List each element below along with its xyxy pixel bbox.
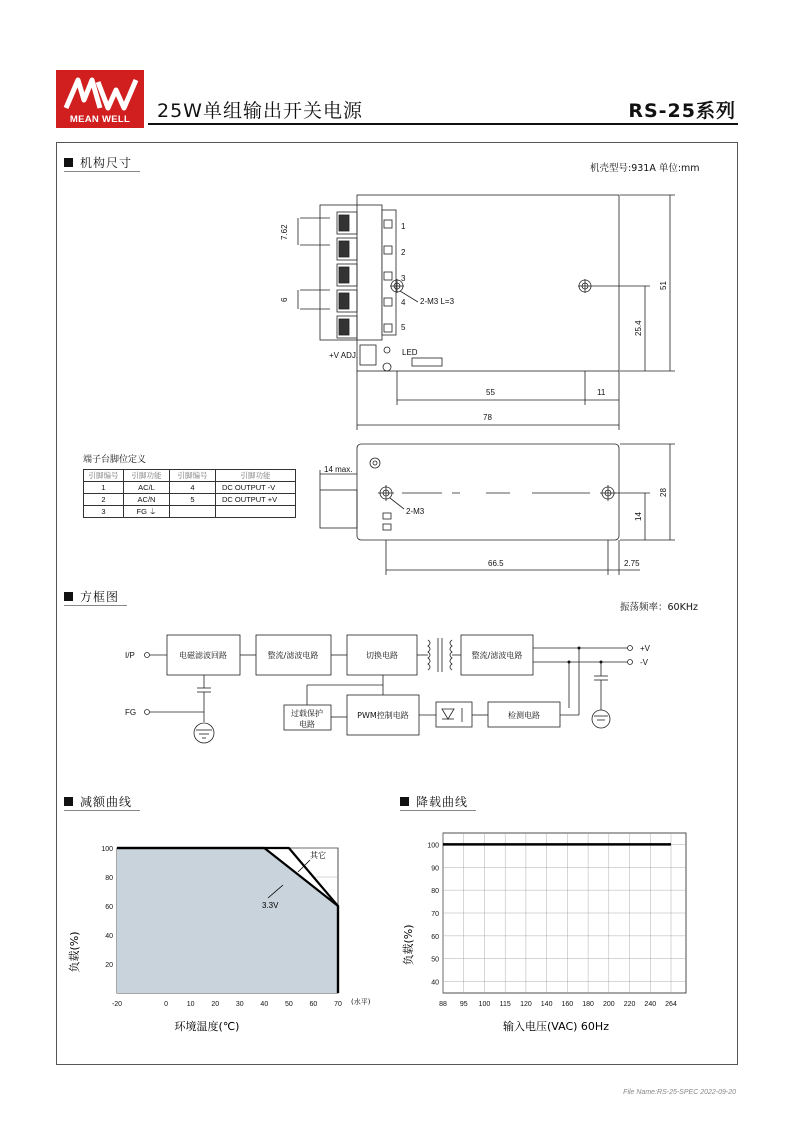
- pin-header-cell: 引脚编号: [84, 470, 124, 482]
- led-label: LED: [402, 348, 418, 357]
- static-x-tick: 180: [582, 1001, 594, 1008]
- static-y-tick: 70: [431, 911, 439, 918]
- terminal-num-3: 3: [401, 274, 406, 283]
- derating-label-33: 3.3V: [262, 901, 279, 910]
- derating-y-tick: 40: [105, 933, 113, 940]
- pin-cell: 1: [84, 482, 124, 494]
- derating-y-tick: 60: [105, 904, 113, 911]
- label-ip: I/P: [125, 651, 135, 660]
- pin-cell: 2: [84, 494, 124, 506]
- dim-28: 28: [659, 488, 668, 497]
- derating-x-tick: -20: [111, 1001, 123, 1008]
- pin-cell: DC OUTPUT -V: [216, 482, 296, 494]
- footer-filename: File Name:RS-25-SPEC 2022-09-20: [623, 1089, 736, 1096]
- derating-label-other: 其它: [310, 851, 326, 860]
- dim-6: 6: [280, 297, 289, 302]
- section-static-title: 降载曲线: [400, 793, 476, 811]
- label-vplus: +V: [640, 644, 651, 653]
- pin-cell: 5: [170, 494, 216, 506]
- static-x-tick: 220: [623, 1001, 636, 1008]
- dim-2-75: 2.75: [624, 559, 640, 568]
- document-title: 25W单组输出开关电源: [157, 100, 363, 122]
- derating-x-tick: 40: [260, 1001, 269, 1008]
- static-x-tick: 140: [540, 1001, 553, 1008]
- section-block-diagram-title: 方框图: [64, 588, 127, 606]
- derating-x-tick: 50: [284, 1001, 293, 1008]
- label-rectifier: 整流/滤波电路: [267, 651, 319, 660]
- derating-x-tick: 30: [235, 1001, 244, 1008]
- pin-cell: AC/N: [124, 494, 170, 506]
- derating-x-tick: 60: [309, 1001, 318, 1008]
- vadj-label: +V ADJ.: [329, 351, 359, 360]
- freq-note: 振荡频率：60KHz: [620, 602, 698, 613]
- static-y-tick: 50: [431, 956, 439, 964]
- dim-51: 51: [659, 281, 668, 290]
- pin-cell: 4: [170, 482, 216, 494]
- static-x-tick: 240: [644, 1001, 657, 1008]
- derating-x-tick: 20: [211, 1001, 220, 1008]
- static-x-tick: 160: [561, 1001, 574, 1008]
- pin-header-cell: 引脚编号: [170, 470, 216, 482]
- label-switching: 切换电路: [366, 651, 398, 660]
- static-x-tick: 120: [520, 1001, 532, 1008]
- static-y-tick: 40: [431, 979, 439, 987]
- label-ovp-1: 过载保护: [291, 709, 323, 718]
- pin-cell: FG ⏚: [124, 506, 170, 518]
- screw-label-side: 2-M3: [406, 507, 425, 516]
- pin-cell: AC/L: [124, 482, 170, 494]
- dim-66-5: 66.5: [488, 559, 504, 568]
- derating-y-tick: 100: [101, 846, 113, 853]
- label-ovp-2: 电路: [299, 720, 315, 729]
- dim-25-4: 25.4: [634, 320, 643, 336]
- pin-cell: DC OUTPUT +V: [216, 494, 296, 506]
- section-derating-title: 减额曲线: [64, 793, 140, 811]
- label-vminus: -V: [640, 658, 648, 667]
- derating-xlabel: 环境温度(℃): [174, 1020, 240, 1033]
- terminal-num-2: 2: [401, 248, 406, 257]
- derating-x-tick: 10: [186, 1001, 195, 1008]
- static-x-tick: 95: [459, 1001, 468, 1008]
- label-fg: FG: [125, 708, 137, 717]
- dim-14: 14: [634, 512, 643, 521]
- static-x-tick: 115: [499, 1001, 511, 1008]
- label-detect: 检测电路: [508, 711, 540, 720]
- static-x-tick: 200: [602, 1001, 615, 1008]
- static-y-tick: 90: [431, 865, 439, 873]
- derating-ylabel: 负载(%): [68, 931, 81, 973]
- pin-header-cell: 引脚功能: [216, 470, 296, 482]
- dim-55: 55: [486, 388, 495, 397]
- static-y-tick: 80: [431, 888, 439, 896]
- pin-header-cell: 引脚功能: [124, 470, 170, 482]
- static-xlabel: 输入电压(VAC) 60Hz: [503, 1020, 609, 1033]
- terminal-num-1: 1: [401, 222, 406, 231]
- label-emi: 电磁滤波回路: [179, 651, 227, 660]
- label-output-rect: 整流/滤波电路: [471, 651, 523, 660]
- pin-table-title: 端子台脚位定义: [83, 455, 147, 465]
- pin-cell: 3: [84, 506, 124, 518]
- derating-y-tick: 80: [105, 875, 113, 882]
- static-y-tick: 60: [431, 933, 439, 941]
- section-mechanical-title: 机构尺寸: [64, 154, 140, 172]
- dim-pitch: 7.62: [280, 224, 289, 240]
- derating-xunit: (水平): [351, 998, 371, 1006]
- static-ylabel: 负载(%): [402, 924, 415, 966]
- dim-78: 78: [483, 413, 492, 422]
- case-note: 机壳型号:931A 单位:mm: [590, 163, 700, 174]
- static-x-tick: 88: [439, 1001, 447, 1008]
- derating-x-tick: 0: [164, 1001, 169, 1008]
- static-y-tick: 100: [427, 842, 439, 850]
- static-x-tick: 100: [478, 1001, 491, 1008]
- dim-11: 11: [597, 388, 606, 397]
- terminal-num-5: 5: [401, 323, 406, 332]
- derating-x-tick: 70: [334, 1001, 342, 1008]
- screw-label-top: 2-M3 L=3: [420, 297, 455, 306]
- label-pwm: PWM控制电路: [357, 711, 409, 720]
- terminal-num-4: 4: [401, 298, 406, 307]
- static-x-tick: 264: [665, 1001, 677, 1008]
- dim-14max: 14 max.: [324, 465, 353, 474]
- logo-text: MEAN WELL: [69, 114, 131, 125]
- derating-y-tick: 20: [105, 962, 113, 969]
- series-title: RS-25系列: [628, 100, 736, 122]
